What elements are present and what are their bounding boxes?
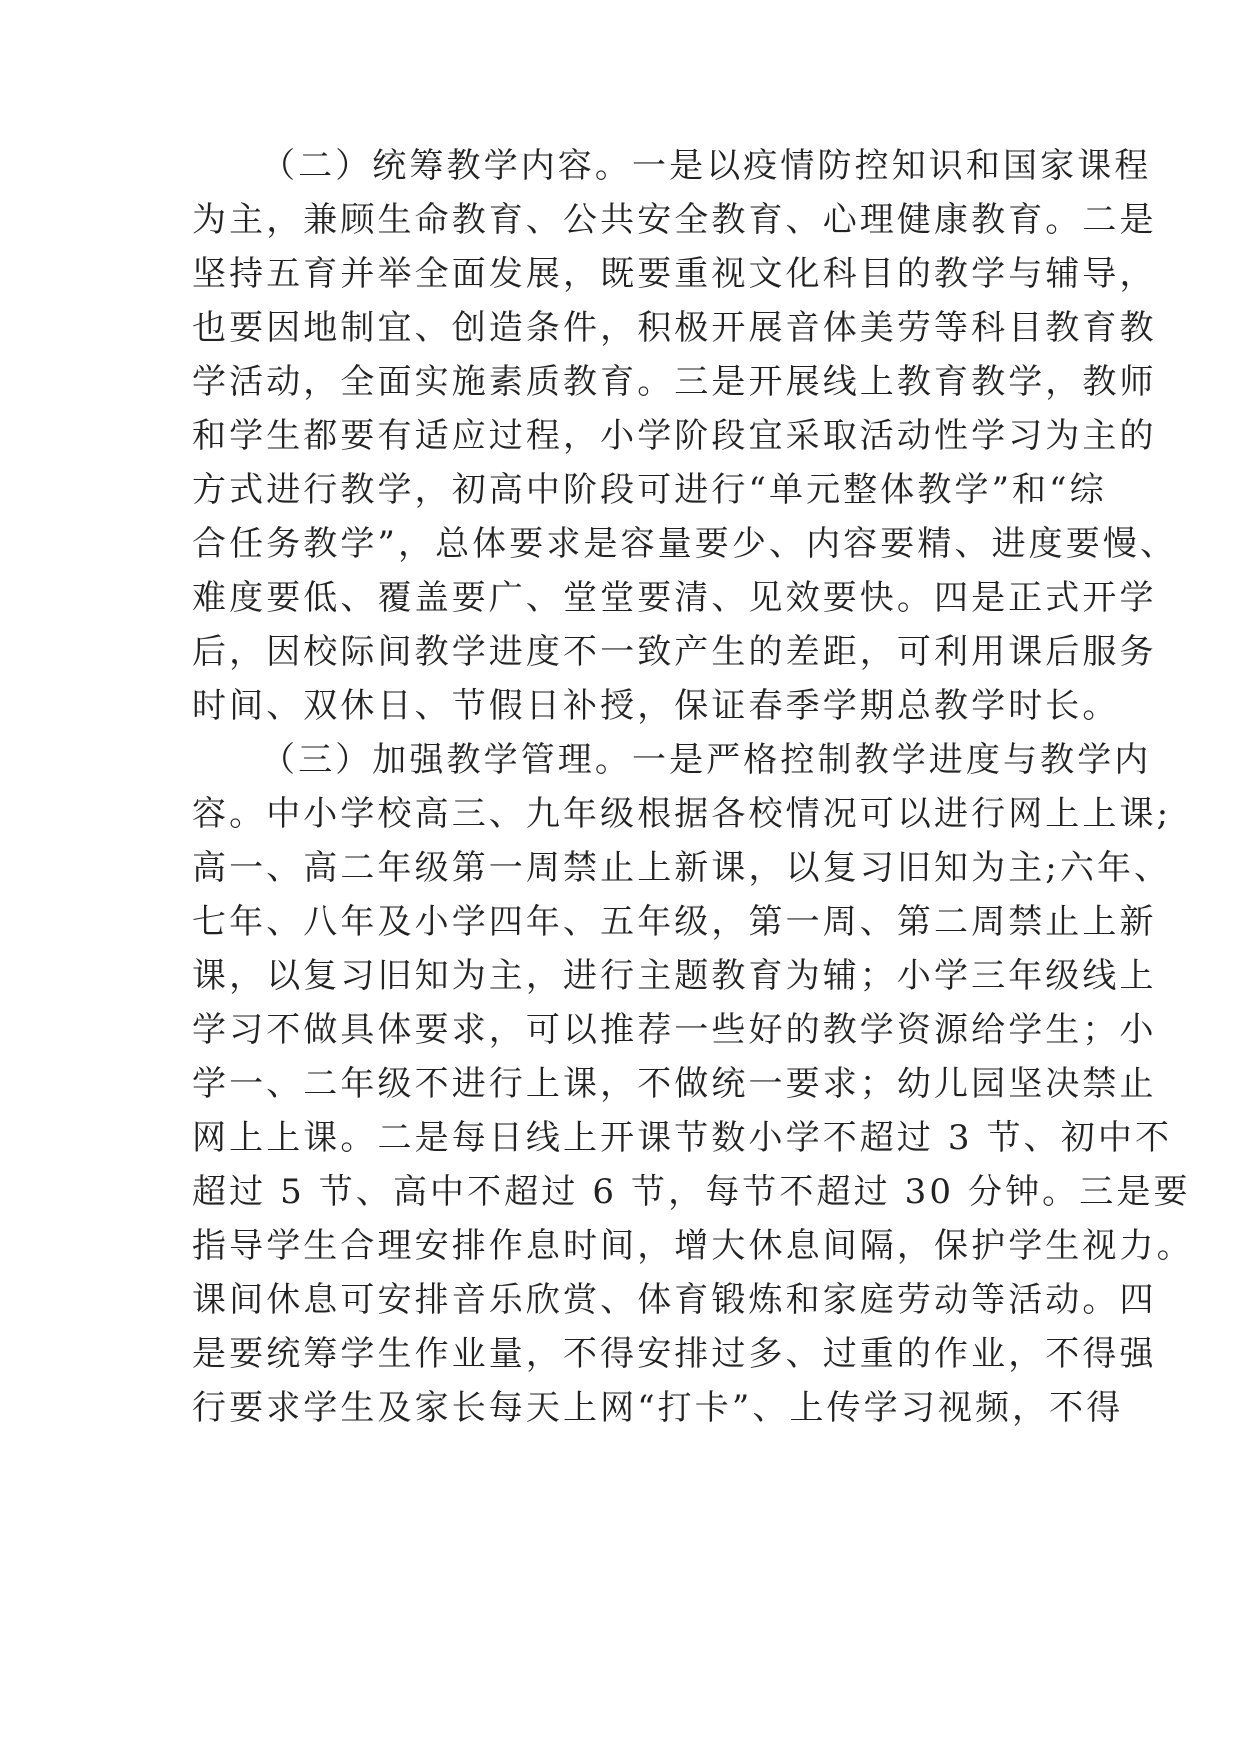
- paragraph-3-line-6: 学习不做具体要求，可以推荐一些好的教学资源给学生；小: [192, 1010, 1157, 1050]
- paragraph-3-line-10: 指导学生合理安排作息时间，增大休息间隔，保护学生视力。: [192, 1226, 1194, 1266]
- paragraph-2-line-2: 为主，兼顾生命教育、公共安全教育、心理健康教育。二是: [192, 200, 1157, 240]
- paragraph-2-line-10: 后，因校际间教学进度不一致产生的差距，可利用课后服务: [192, 632, 1157, 672]
- paragraph-3-line-1: （三）加强教学管理。一是严格控制教学进度与教学内: [261, 740, 1152, 780]
- paragraph-3-line-13: 行要求学生及家长每天上网“打卡”、上传学习视频，不得: [192, 1388, 1124, 1428]
- paragraph-3-line-2: 容。中小学校高三、九年级根据各校情况可以进行网上上课;: [192, 794, 1172, 834]
- paragraph-3-line-12: 是要统筹学生作业量，不得安排过多、过重的作业，不得强: [192, 1334, 1157, 1374]
- paragraph-2-line-9: 难度要低、覆盖要广、堂堂要清、见效要快。四是正式开学: [192, 578, 1157, 618]
- paragraph-3-line-3: 高一、高二年级第一周禁止上新课，以复习旧知为主;六年、: [192, 848, 1172, 888]
- paragraph-3-line-4: 七年、八年及小学四年、五年级，第一周、第二周禁止上新: [192, 902, 1157, 942]
- paragraph-2-line-8: 合任务教学”，总体要求是容量要少、内容要精、进度要慢、: [192, 524, 1178, 564]
- paragraph-2-line-6: 和学生都要有适应过程，小学阶段宜采取活动性学习为主的: [192, 416, 1157, 456]
- paragraph-3-line-8: 网上上课。二是每日线上开课节数小学不超过 3 节、初中不: [192, 1118, 1173, 1158]
- paragraph-2-line-11: 时间、双休日、节假日补授，保证春季学期总教学时长。: [192, 686, 1120, 726]
- paragraph-3-line-5: 课，以复习旧知为主，进行主题教育为辅；小学三年级线上: [192, 956, 1157, 996]
- paragraph-2-line-1: （二）统筹教学内容。一是以疫情防控知识和国家课程: [261, 146, 1152, 186]
- paragraph-2-line-4: 也要因地制宜、创造条件，积极开展音体美劳等科目教育教: [192, 308, 1157, 348]
- paragraph-3-line-7: 学一、二年级不进行上课，不做统一要求；幼儿园坚决禁止: [192, 1064, 1157, 1104]
- paragraph-3-line-9: 超过 5 节、高中不超过 6 节，每节不超过 30 分钟。三是要: [192, 1172, 1191, 1212]
- paragraph-2-line-5: 学活动，全面实施素质教育。三是开展线上教育教学，教师: [192, 362, 1157, 402]
- paragraph-2-line-3: 坚持五育并举全面发展，既要重视文化科目的教学与辅导，: [192, 254, 1157, 294]
- paragraph-2-line-7: 方式进行教学，初高中阶段可进行“单元整体教学”和“综: [192, 470, 1107, 510]
- paragraph-3-line-11: 课间休息可安排音乐欣赏、体育锻炼和家庭劳动等活动。四: [192, 1280, 1157, 1320]
